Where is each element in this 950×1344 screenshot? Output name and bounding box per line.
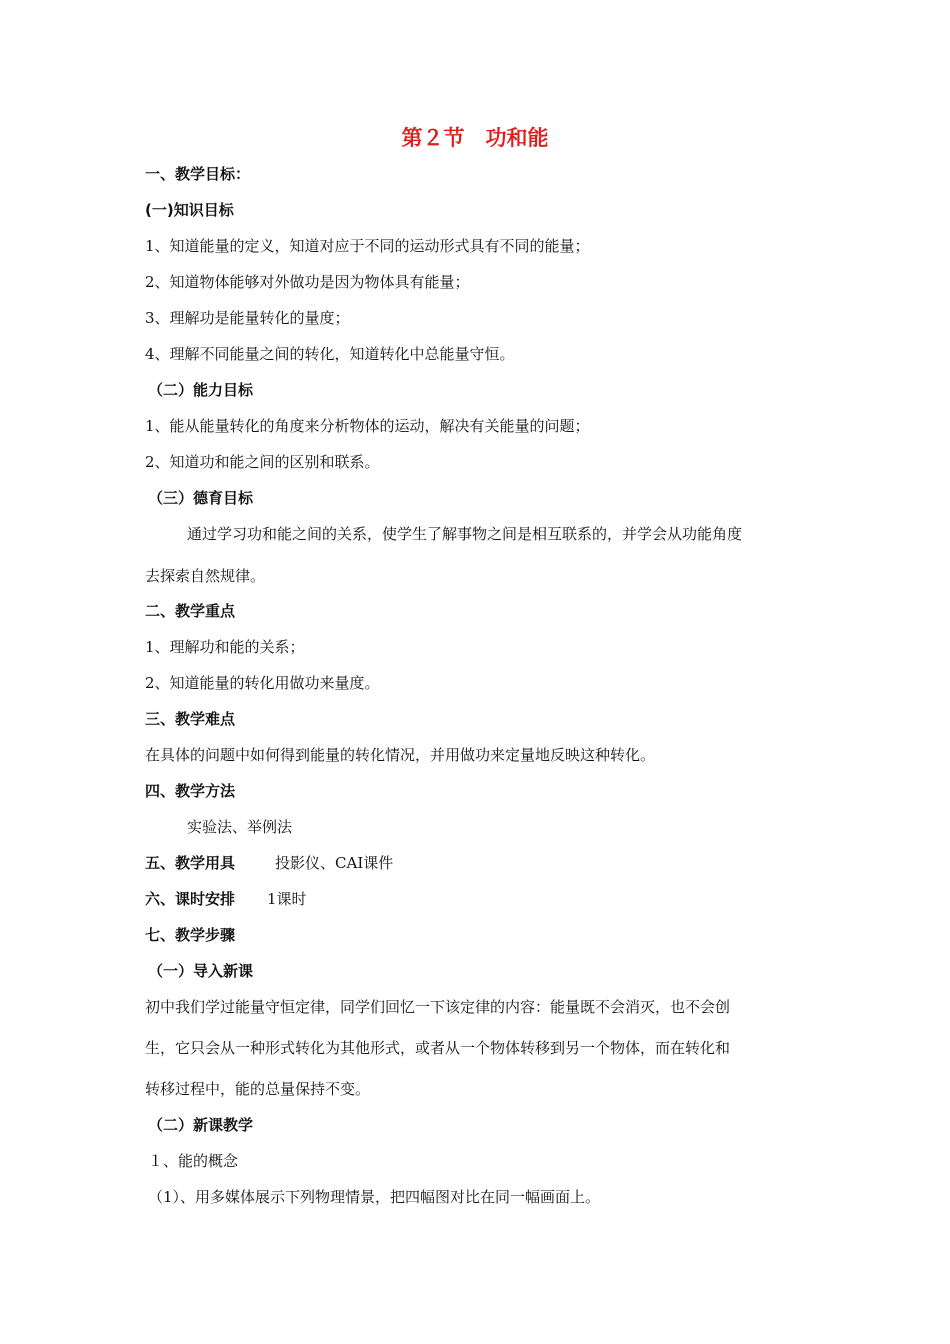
subheading-new-lesson: （二）新课教学 — [148, 1116, 254, 1134]
section-heading-objectives: 一、教学目标： — [145, 165, 251, 183]
list-item: 4、理解不同能量之间的转化，知道转化中总能量守恒。 — [145, 345, 515, 363]
paragraph-line: 通过学习功和能之间的关系，使学生了解事物之间是相互联系的，并学会从功能角度 — [187, 525, 743, 543]
subheading-moral: （三）德育目标 — [148, 489, 254, 507]
list-item: 1、能从能量转化的角度来分析物体的运动，解决有关能量的问题； — [145, 417, 590, 435]
list-item: （1）、用多媒体展示下列物理情景，把四幅图对比在同一幅画面上。 — [148, 1188, 601, 1206]
section-heading-difficulties: 三、教学难点 — [145, 710, 236, 728]
schedule-row — [145, 889, 307, 909]
section-heading-methods: 四、教学方法 — [145, 782, 236, 800]
section-heading-tools: 五、教学用具 — [145, 854, 236, 872]
tools-row — [145, 853, 393, 873]
section-heading-key-points: 二、教学重点 — [145, 602, 236, 620]
list-item: 2、知道物体能够对外做功是因为物体具有能量； — [145, 273, 470, 291]
tools-value: 投影仪、CAI课件 — [275, 854, 394, 872]
list-item: 2、知道功和能之间的区别和联系。 — [145, 453, 380, 471]
paragraph-line: 在具体的问题中如何得到能量的转化情况，并用做功来定量地反映这种转化。 — [145, 746, 656, 764]
subheading-ability: （二）能力目标 — [148, 381, 254, 399]
paragraph-line: 去探索自然规律。 — [145, 567, 266, 585]
subheading-intro: （一）导入新课 — [148, 962, 254, 980]
page-title: 第２节 功和能 — [401, 126, 549, 150]
subheading-knowledge: (一)知识目标 — [145, 201, 234, 219]
paragraph-line: 实验法、举例法 — [187, 818, 293, 836]
list-item: １、能的概念 — [148, 1152, 239, 1170]
list-item: 2、知道能量的转化用做功来量度。 — [145, 674, 380, 692]
list-item: 1、理解功和能的关系； — [145, 638, 305, 656]
section-heading-steps: 七、教学步骤 — [145, 926, 236, 944]
list-item: 3、理解功是能量转化的量度； — [145, 309, 350, 327]
schedule-value: 1课时 — [267, 890, 307, 908]
section-heading-schedule: 六、课时安排 — [145, 890, 236, 908]
paragraph-line: 初中我们学过能量守恒定律，同学们回忆一下该定律的内容：能量既不会消灭，也不会创 — [145, 998, 731, 1016]
paragraph-line: 转移过程中，能的总量保持不变。 — [145, 1080, 371, 1098]
paragraph-line: 生，它只会从一种形式转化为其他形式，或者从一个物体转移到另一个物体，而在转化和 — [145, 1039, 731, 1057]
list-item: 1、知道能量的定义，知道对应于不同的运动形式具有不同的能量； — [145, 237, 590, 255]
